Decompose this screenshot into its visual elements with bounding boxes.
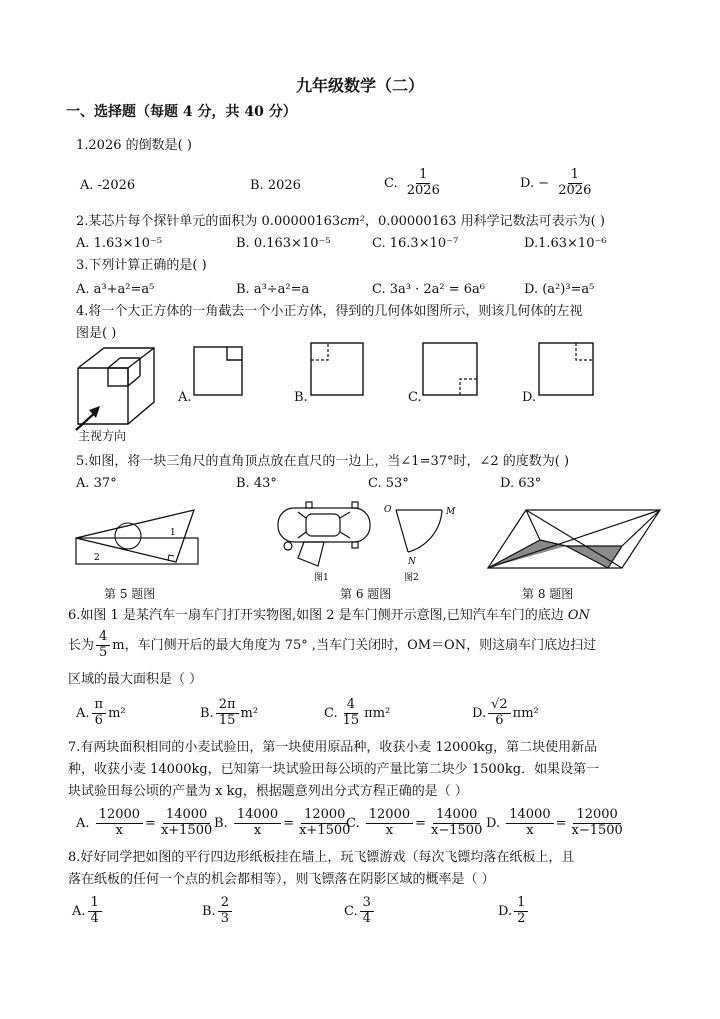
q7-option-b[interactable]: [214, 804, 355, 844]
car-roof: [306, 514, 340, 536]
question-7-line1: 7.有两块面积相同的小麦试验田，第一块使用原品种，收获小麦 12000kg，第二块使用新品: [68, 740, 598, 755]
equals-sign: =: [283, 816, 295, 831]
fraction: [555, 168, 594, 199]
q4-view-c[interactable]: [422, 342, 480, 398]
question-7-line2: 种，收获小麦 14000kg，已知第一块试验田每公顷的产量比第二块少 1500kg．如果设第一: [68, 762, 600, 777]
unit: πm²: [364, 706, 391, 721]
fraction-numerator: 4: [344, 698, 358, 714]
stem-text: 6.如图 1 是某汽车一扇车门打开实物图,如图 2 是车门侧开示意图,已知汽车车门的底边: [68, 608, 568, 623]
question-2-stem: [76, 214, 605, 230]
q1-option-b[interactable]: B. 2026: [250, 178, 301, 193]
question-4-stem-line2: 图是( ): [76, 326, 117, 341]
fraction-denominator: 3: [220, 911, 229, 926]
fraction-denominator: x: [115, 823, 124, 838]
fraction: [296, 808, 353, 839]
fraction-numerator: 2π: [216, 698, 239, 714]
figure-8-parallelogram: [476, 506, 666, 572]
segment-ON: ON: [567, 608, 590, 623]
q5-option-d[interactable]: D. 63°: [500, 476, 542, 491]
q2-option-a[interactable]: A. 1.63×10⁻⁵: [76, 236, 163, 251]
fraction-numerator: 4: [96, 630, 110, 646]
unit: cm²: [340, 214, 365, 229]
question-5-stem: 5.如图，将一块三角尺的直角顶点放在直尺的一边上，当∠1=37°时，∠2 的度数为( ): [76, 454, 570, 469]
open-door: [298, 542, 324, 566]
q2-option-d[interactable]: D.1.63×10⁻⁶: [524, 236, 607, 251]
figure-5-caption: 第 5 题图: [104, 587, 156, 601]
fraction-numerator: √2: [488, 698, 511, 714]
point-N-label: N: [408, 557, 416, 567]
fraction-denominator: 5: [99, 645, 108, 660]
q7-option-c[interactable]: [346, 804, 487, 844]
fraction-numerator: 1: [88, 896, 102, 912]
unit: πm²: [512, 706, 539, 721]
shaded-region-2: [566, 546, 622, 568]
fraction-numerator: 12000: [301, 808, 348, 824]
fraction-numerator: 12000: [96, 808, 143, 824]
option-label: D.: [486, 816, 501, 831]
fraction-numerator: 1: [514, 896, 528, 912]
fraction-denominator: x: [526, 823, 534, 838]
fraction-4-5: [96, 630, 110, 661]
question-4-stem-line1: 4.将一个大正方体的一角截去一个小正方体，得到的几何体如图所示，则该几何体的左视: [76, 304, 583, 319]
equals-sign: =: [555, 816, 567, 831]
q4-view-b[interactable]: [310, 342, 366, 398]
option-label: C.: [384, 175, 398, 191]
q4-option-a[interactable]: A.: [178, 390, 192, 405]
q6-option-d[interactable]: [472, 694, 539, 734]
question-6-line3: 区域的最大面积是（ ）: [68, 672, 203, 687]
figure-5-ruler-triangle: [70, 500, 202, 572]
option-label: B.: [200, 706, 214, 721]
fraction-denominator: 2: [517, 911, 526, 926]
fraction-denominator: 6: [495, 713, 504, 728]
q6-option-c[interactable]: [324, 694, 390, 734]
fraction: [428, 808, 485, 839]
fraction: [158, 808, 215, 839]
question-8-line2: 落在纸板的任何一个点的机会都相等），则飞镖落在阴影区域的概率是（ ）: [68, 872, 495, 887]
q7-option-a[interactable]: [76, 804, 217, 844]
point-O-label: O: [384, 505, 392, 515]
car-body: [278, 508, 370, 542]
q6-option-a[interactable]: [76, 694, 126, 734]
option-label: B.: [202, 904, 216, 919]
fraction-denominator: 4: [90, 911, 99, 926]
q8-option-a[interactable]: [72, 890, 104, 934]
fraction-denominator: x+1500: [160, 823, 213, 838]
notch: [108, 368, 128, 386]
figure-6-car: [268, 500, 376, 584]
fraction-denominator: 15: [218, 713, 236, 728]
fraction: [514, 896, 528, 927]
fraction-numerator: 14000: [433, 808, 480, 824]
q2-option-b[interactable]: B. 0.163×10⁻⁵: [236, 236, 331, 251]
q6-option-b[interactable]: [200, 694, 258, 734]
q8-option-b[interactable]: [202, 890, 234, 934]
question-6-line1: [68, 608, 590, 624]
fraction: [569, 808, 626, 839]
q3-option-c[interactable]: C. 3a³ · 2a² = 6a⁶: [372, 282, 486, 297]
fraction: [488, 698, 511, 729]
stem-text: m，车门侧开后的最大角度为 75° ,当车门关闭时，OM＝ON，则这扇车门底边扫过: [112, 638, 597, 653]
set-square-hole: [115, 523, 141, 549]
q4-option-d[interactable]: D.: [522, 390, 537, 405]
q2-option-c[interactable]: C. 16.3×10⁻⁷: [372, 236, 459, 251]
stem-text: ，0.00000163 用科学记数法可表示为( ): [364, 214, 605, 229]
view-direction-caption: 主视方向: [78, 429, 127, 443]
fraction-denominator: 2026: [406, 182, 440, 198]
sector-arc: [408, 510, 442, 552]
option-label: D.: [498, 904, 513, 919]
figure-6-caption: 第 6 题图: [340, 587, 392, 601]
q4-view-a[interactable]: [193, 346, 245, 398]
angle-1-label: 1: [170, 528, 176, 538]
q1-option-d[interactable]: [520, 168, 596, 199]
fraction: [340, 698, 363, 729]
figure-8-caption: 第 8 题图: [522, 587, 574, 601]
q4-option-c[interactable]: C.: [408, 390, 422, 405]
fraction: [366, 808, 413, 839]
q8-option-d[interactable]: [498, 890, 530, 934]
fraction-denominator: x+1500: [299, 823, 351, 838]
option-label: B.: [214, 816, 228, 831]
q1-option-c[interactable]: [384, 168, 445, 199]
fraction-numerator: 12000: [573, 808, 620, 824]
fraction-numerator: π: [92, 698, 107, 714]
fraction: [216, 698, 239, 729]
fraction: [218, 896, 232, 927]
fraction-numerator: 14000: [234, 808, 281, 824]
q8-option-c[interactable]: [344, 890, 376, 934]
fraction: [234, 808, 281, 839]
option-label: A.: [76, 706, 90, 721]
fraction-denominator: x−1500: [571, 823, 623, 838]
equals-sign: =: [415, 816, 427, 831]
fig-1-label: 图1: [314, 573, 329, 583]
section-heading: 一、选择题（每题 4 分，共 40 分）: [66, 104, 297, 120]
option-label: D.: [472, 706, 487, 721]
fraction: [96, 808, 143, 839]
page-title: 九年级数学（二）: [295, 76, 424, 95]
fraction: [360, 896, 374, 927]
fraction-denominator: 6: [94, 713, 103, 728]
question-7-line3: 块试验田每公顷的产量为 x kg，根据题意列出分式方程正确的是（ ）: [68, 784, 468, 799]
point-M-label: M: [446, 507, 456, 517]
option-label: A.: [76, 816, 90, 831]
fraction-numerator: 2: [218, 896, 232, 912]
q5-option-a[interactable]: A. 37°: [76, 476, 117, 491]
fraction-denominator: 4: [362, 911, 371, 926]
fraction-numerator: 3: [360, 896, 374, 912]
angle-2-label: 2: [94, 553, 100, 563]
q1-option-a[interactable]: A. -2026: [80, 178, 136, 193]
q3-option-a[interactable]: A. a³+a²=a⁵: [76, 282, 155, 297]
fraction-numerator: 1: [416, 168, 430, 184]
fraction-numerator: 14000: [163, 808, 210, 824]
q4-view-d[interactable]: [538, 342, 596, 398]
fraction-denominator: 2026: [558, 182, 592, 198]
question-3-stem: 3.下列计算正确的是( ): [76, 258, 207, 273]
stem-text: 长为: [68, 638, 95, 653]
fraction-numerator: 1: [568, 168, 582, 184]
option-label: C.: [324, 706, 338, 721]
option-label: C.: [344, 904, 358, 919]
figure-6-door-sector: [380, 500, 460, 584]
fraction-numerator: 12000: [366, 808, 413, 824]
question-1-stem: 1.2026 的倒数是( ): [76, 138, 192, 153]
equals-sign: =: [145, 816, 156, 831]
unit: m²: [240, 706, 259, 721]
fraction: [404, 168, 443, 199]
question-6-line2: [68, 628, 596, 664]
fraction-denominator: x: [385, 823, 394, 838]
fraction: [88, 896, 102, 927]
q5-option-b[interactable]: B. 43°: [236, 476, 277, 491]
unit: m²: [108, 706, 126, 721]
fig-2-label: 图2: [404, 573, 419, 583]
question-8-line1: 8.好好同学把如图的平行四边形纸板挂在墙上，玩飞镖游戏（每次飞镖均落在纸板上，且: [68, 850, 575, 865]
q4-option-b[interactable]: B.: [294, 390, 308, 405]
q5-option-c[interactable]: C. 53°: [368, 476, 409, 491]
option-label: C.: [346, 816, 360, 831]
q3-option-d[interactable]: D. (a²)³=a⁵: [524, 282, 595, 297]
fraction-denominator: x−1500: [431, 823, 483, 838]
fraction-denominator: 15: [342, 713, 360, 728]
option-label: D. −: [520, 175, 550, 191]
fraction: [506, 808, 553, 839]
stem-text: 2.某芯片每个探针单元的面积为 0.00000163: [76, 214, 341, 229]
fraction-denominator: x: [253, 823, 262, 838]
q7-option-d[interactable]: [486, 804, 628, 844]
fraction: [92, 698, 107, 729]
option-label: A.: [72, 904, 86, 919]
fraction-numerator: 14000: [506, 808, 553, 824]
q3-option-b[interactable]: B. a³÷a²=a: [236, 282, 310, 297]
